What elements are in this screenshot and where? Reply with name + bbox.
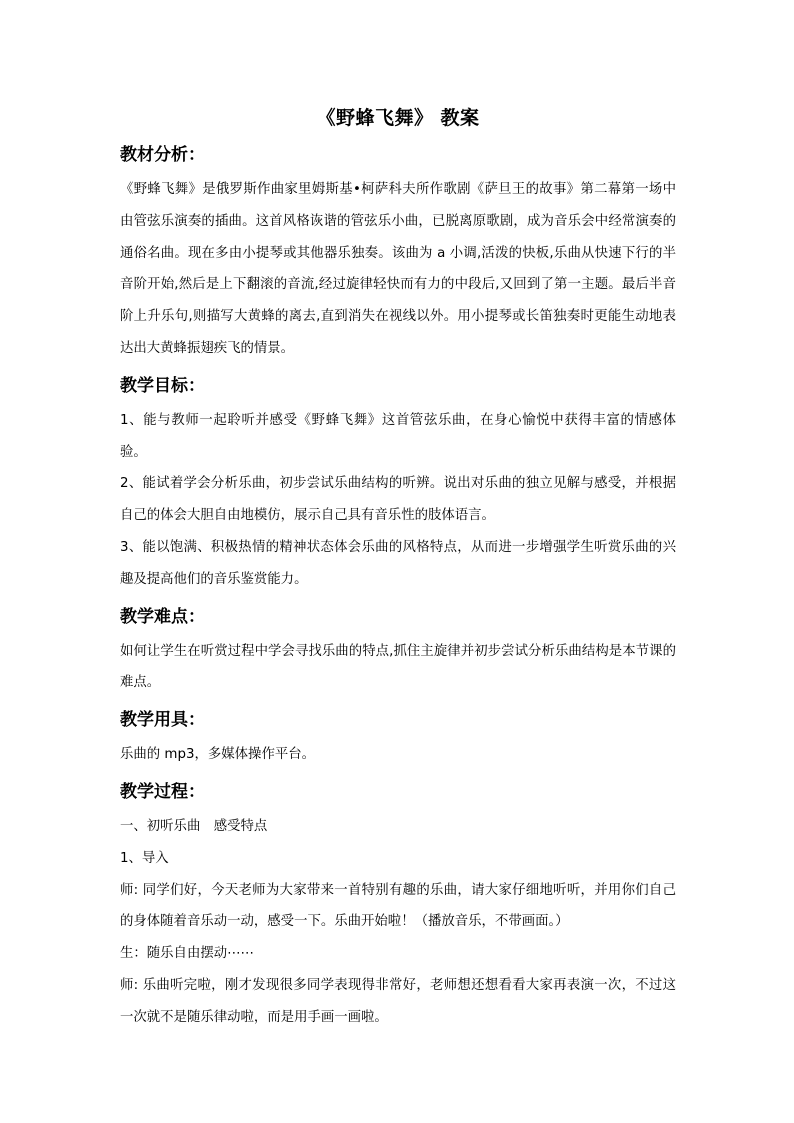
paragraph: 生：随乐自由摆动⋯⋯ [120,946,254,962]
paragraph: 如何让学生在听赏过程中学会寻找乐曲的特点,抓住主旋律并初步尝试分析乐曲结构是本节课的难点。 [120,643,676,691]
paragraph: 《野蜂飞舞》是俄罗斯作曲家里姆斯基•柯萨科夫所作歌剧《萨旦王的故事》第二幕第一场中由管弦乐演奏的插曲。这首风格诙谐的管弦乐小曲，已脱离原歌剧，成为音乐会中经常演奏的通俗名曲。现在多由小提琴或其他器乐独奏。该曲为 a 小调,活泼的快板,乐曲从快速下行的半音阶开始,然后是上下翻滚的音流,经过旋律轻快而有力的中段后,又回到了第一主题。最后半音阶上升乐句,则描写大黄蜂的离去,直到消失在视线以外。用小提琴或长笛独奏时更能生动地表达出大黄蜂振翅疾飞的情景。 [120,182,676,356]
document-page [120,100,676,1040]
paragraph: 师: 乐曲听完啦，刚才发现很多同学表现得非常好，老师想还想看看大家再表演一次，不过这一次就不是随乐律动啦，而是用手画一画啦。 [120,977,676,1025]
section-teaching-process [120,777,676,1034]
section-heading: 教学过程： [120,781,205,802]
section-textbook-analysis [120,140,676,365]
paragraph: 3、能以饱满、积极热情的精神状态体会乐曲的风格特点，从而进一步增强学生听赏乐曲的兴趣及提高他们的音乐鉴赏能力。 [120,539,676,587]
paragraph: 2、能试着学会分析乐曲，初步尝试乐曲结构的听辨。说出对乐曲的独立见解与感受，并根据自己的体会大胆自由地模仿，展示自己具有音乐性的肢体语言。 [120,476,676,524]
section-teaching-difficulty [120,602,676,700]
section-heading: 教材分析： [120,145,205,165]
paragraph: 师: 同学们好，今天老师为大家带来一首特别有趣的乐曲，请大家仔细地听听，并用你们自己的身体随着音乐动一动，感受一下。乐曲开始啦！（播放音乐，不带画面。） [120,882,676,930]
section-heading: 教学用具： [120,710,205,731]
section-heading: 教学目标： [120,375,205,396]
paragraph: 1、导入 [120,850,169,866]
paragraph: 1、能与教师一起聆听并感受《野蜂飞舞》这首管弦乐曲，在身心愉悦中获得丰富的情感体验。 [120,412,676,460]
paragraph: 乐曲的 mp3，多媒体操作平台。 [120,747,316,763]
section-teaching-goals [120,371,676,596]
paragraph: 一、初听乐曲 感受特点 [120,818,268,834]
section-teaching-tools [120,705,676,771]
document-title: 《野蜂飞舞》 教案 [316,107,480,129]
section-heading: 教学难点： [120,606,205,627]
